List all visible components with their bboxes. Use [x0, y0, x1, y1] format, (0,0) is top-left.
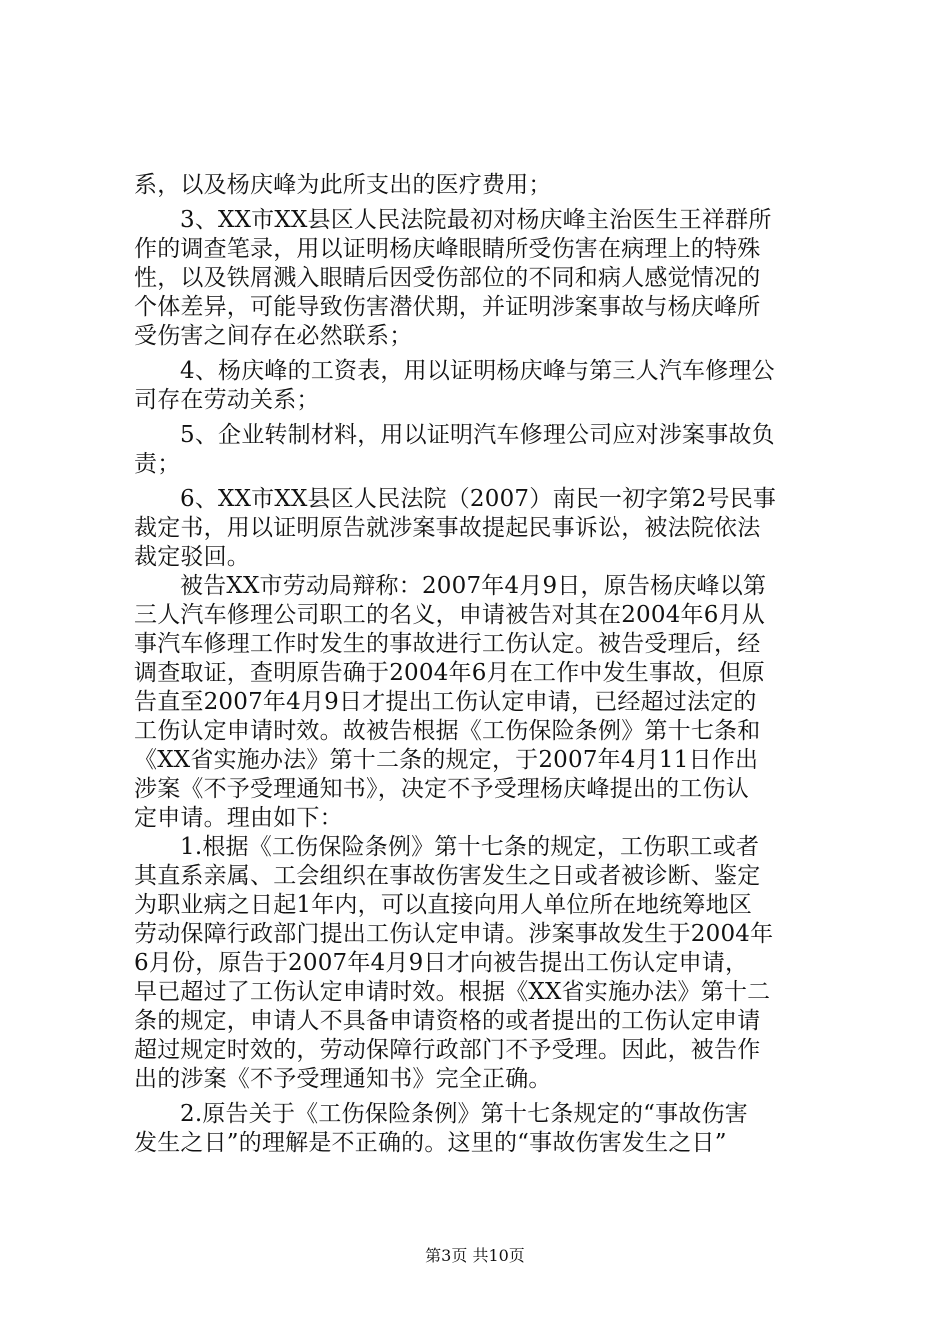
text-line: 裁定驳回。: [134, 544, 250, 570]
text-line: 个体差异，可能导致伤害潜伏期，并证明涉案事故与杨庆峰所: [134, 294, 761, 320]
text-line: 性，以及铁屑溅入眼睛后因受伤部位的不同和病人感觉情况的: [134, 265, 761, 291]
text-line: 被告XX市劳动局辩称：2007年4月9日，原告杨庆峰以第: [180, 573, 767, 599]
text-line: 裁定书，用以证明原告就涉案事故提起民事诉讼，被法院依法: [134, 515, 761, 541]
text-line: 出的涉案《不予受理通知书》完全正确。: [134, 1066, 552, 1092]
text-line: 事汽车修理工作时发生的事故进行工伤认定。被告受理后，经: [134, 631, 761, 657]
text-line: 涉案《不予受理通知书》，决定不予受理杨庆峰提出的工伤认: [134, 776, 749, 802]
text-line: 其直系亲属、工会组织在事故伤害发生之日或者被诊断、鉴定: [134, 863, 761, 889]
text-line: 发生之日”的理解是不正确的。这里的“事故伤害发生之日”: [134, 1130, 727, 1156]
text-line: 1.根据《工伤保险条例》第十七条的规定，工伤职工或者: [180, 834, 760, 860]
text-line: 为职业病之日起1年内，可以直接向用人单位所在地统筹地区: [134, 892, 753, 918]
text-line: 超过规定时效的，劳动保障行政部门不予受理。因此，被告作: [134, 1037, 761, 1063]
text-line: 责；: [134, 451, 181, 477]
page-number-label: 第3页 共10页: [425, 1246, 525, 1265]
text-line: 6、XX市XX县区人民法院（2007）南民一初字第2号民事: [180, 486, 777, 512]
text-line: 劳动保障行政部门提出工伤认定申请。涉案事故发生于2004年: [134, 921, 774, 947]
text-line: 调查取证，查明原告确于2004年6月在工作中发生事故，但原: [134, 660, 765, 686]
text-line: 告直至2007年4月9日才提出工伤认定申请，已经超过法定的: [134, 689, 757, 715]
text-line: 工伤认定申请时效。故被告根据《工伤保险条例》第十七条和: [134, 718, 761, 744]
text-line: 作的调查笔录，用以证明杨庆峰眼睛所受伤害在病理上的特殊: [134, 236, 761, 262]
text-line: 早已超过了工伤认定申请时效。根据《XX省实施办法》第十二: [134, 979, 771, 1005]
text-line: 司存在劳动关系；: [134, 387, 320, 413]
text-line: 受伤害之间存在必然联系；: [134, 323, 413, 349]
page-footer: [0, 1246, 950, 1266]
text-line: 《XX省实施办法》第十二条的规定，于2007年4月11日作出: [134, 747, 759, 773]
text-line: 定申请。理由如下：: [134, 805, 343, 831]
document-body: [134, 171, 828, 1158]
text-line: 3、XX市XX县区人民法院最初对杨庆峰主治医生王祥群所: [180, 207, 772, 233]
text-line: 4、杨庆峰的工资表，用以证明杨庆峰与第三人汽车修理公: [180, 358, 775, 384]
text-line: 2.原告关于《工伤保险条例》第十七条规定的“事故伤害: [180, 1101, 748, 1127]
text-line: 系，以及杨庆峰为此所支出的医疗费用；: [134, 172, 552, 198]
text-line: 6月份，原告于2007年4月9日才向被告提出工伤认定申请，: [134, 950, 749, 976]
text-line: 条的规定，申请人不具备申请资格的或者提出的工伤认定申请: [134, 1008, 761, 1034]
text-line: 三人汽车修理公司职工的名义，申请被告对其在2004年6月从: [134, 602, 765, 628]
text-line: 5、企业转制材料，用以证明汽车修理公司应对涉案事故负: [180, 422, 775, 448]
